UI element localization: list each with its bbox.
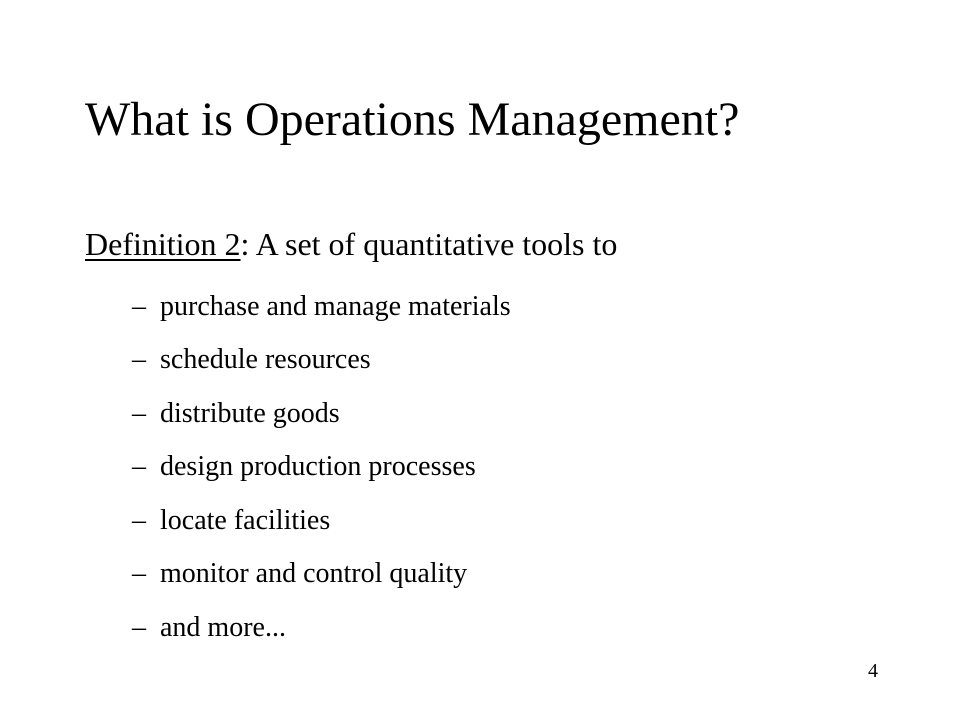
bullet-text: locate facilities [160, 505, 331, 536]
bullet-dash: – [132, 291, 146, 322]
definition-text: A set of quantitative tools to [249, 226, 618, 262]
bullet-text: monitor and control quality [160, 558, 468, 589]
bullet-text: and more... [160, 612, 286, 643]
bullet-dash: – [132, 344, 146, 375]
definition-label: Definition 2 [85, 226, 241, 262]
bullet-item [132, 611, 286, 645]
bullet-item [132, 343, 371, 377]
bullet-dash: – [132, 451, 146, 482]
slide-title: What is Operations Management? [85, 93, 740, 146]
page-number: 4 [868, 660, 878, 682]
bullet-item [132, 504, 330, 538]
bullet-dash: – [132, 505, 146, 536]
bullet-text: distribute goods [160, 398, 340, 429]
definition-separator: : [240, 226, 250, 262]
bullet-dash: – [132, 398, 146, 429]
bullet-text: purchase and manage materials [160, 291, 511, 322]
bullet-item [132, 397, 340, 431]
bullet-item [132, 290, 511, 324]
bullet-item [132, 557, 467, 591]
bullet-text: schedule resources [160, 344, 371, 375]
bullet-text: design production processes [160, 451, 476, 482]
bullet-dash: – [132, 612, 146, 643]
bullet-item [132, 450, 476, 484]
bullet-dash: – [132, 558, 146, 589]
definition-line [85, 224, 617, 264]
